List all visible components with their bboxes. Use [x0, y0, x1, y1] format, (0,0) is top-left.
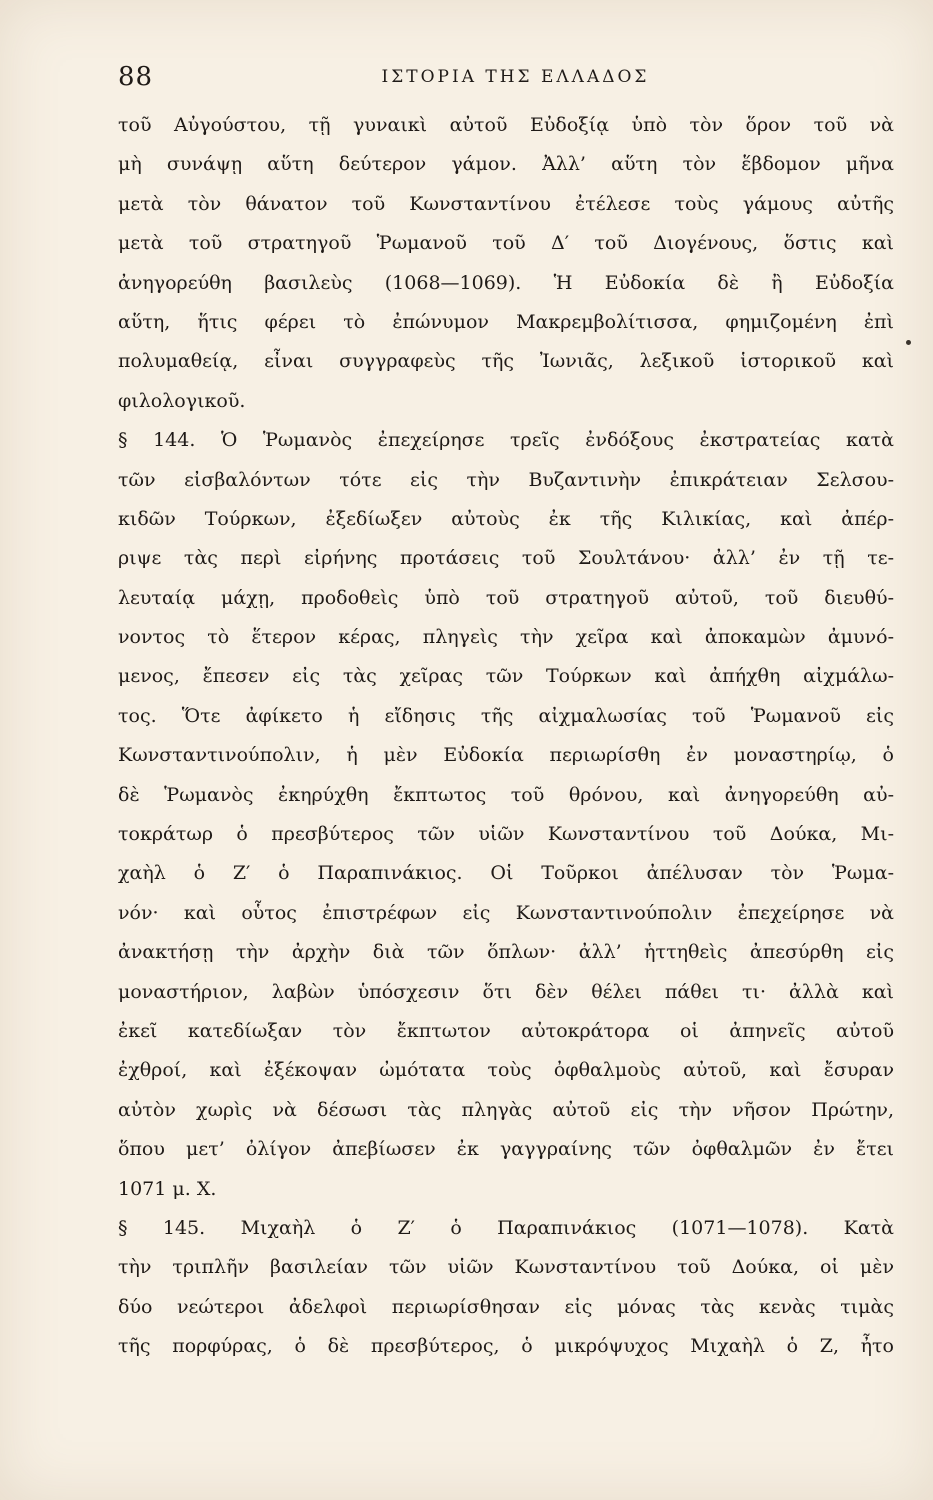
text-line: τῶν εἰσβαλόντων τότε εἰς τὴν Βυζαντινὴν ἐπικράτειαν Σελσου-: [118, 468, 894, 491]
page-number: 88: [118, 62, 154, 92]
body-text: [118, 106, 894, 1367]
text-line: μοναστήριον, λαβὼν ὑπόσχεσιν ὅτι δὲν θέλει πάθει τι· ἀλλὰ καὶ: [118, 980, 894, 1003]
page-header: [118, 58, 873, 98]
text-line: δὲ Ῥωμανὸς ἐκηρύχθη ἔκπτωτος τοῦ θρόνου, καὶ ἀνηγορεύθη αὐ-: [118, 783, 894, 806]
text-line: πολυμαθείᾳ, εἶναι συγγραφεὺς τῆς Ἰωνιᾶς, λεξικοῦ ἱστορικοῦ καὶ: [118, 350, 894, 373]
section-144-start: § 144. Ὁ Ῥωμανὸς ἐπεχείρησε τρεῖς ἐνδόξους ἐκστρατείας κατὰ: [118, 429, 894, 452]
text-line: λευταίᾳ μάχῃ, προδοθεὶς ὑπὸ τοῦ στρατηγοῦ αὐτοῦ, τοῦ διευθύ-: [118, 586, 894, 609]
text-line: ἀνηγορεύθη βασιλεὺς (1068—1069). Ἡ Εὐδοκία δὲ ἢ Εὐδοξία: [118, 271, 894, 294]
text-line: ἐκεῖ κατεδίωξαν τὸν ἔκπτωτον αὐτοκράτορα οἱ ἀπηνεῖς αὐτοῦ: [118, 1019, 894, 1042]
text-line: τος. Ὅτε ἀφίκετο ἡ εἴδησις τῆς αἰχμαλωσίας τοῦ Ῥωμανοῦ εἰς: [118, 704, 894, 727]
text-line: νοντος τὸ ἕτερον κέρας, πληγεὶς τὴν χεῖρα καὶ ἀποκαμὼν ἀμυνό-: [118, 626, 894, 649]
text-line: τὴν τριπλῆν βασιλείαν τῶν υἱῶν Κωνσταντίνου τοῦ Δούκα, οἱ μὲν: [118, 1256, 894, 1279]
section-145-start: § 145. Μιχαὴλ ὁ Ζ′ ὁ Παραπινάκιος (1071—1078). Κατὰ: [118, 1216, 894, 1239]
text-line: κιδῶν Τούρκων, ἐξεδίωξεν αὐτοὺς ἐκ τῆς Κιλικίας, καὶ ἀπέρ-: [118, 507, 894, 530]
text-line: ἐχθροί, καὶ ἐξέκοψαν ὠμότατα τοὺς ὀφθαλμοὺς αὐτοῦ, καὶ ἔσυραν: [118, 1059, 894, 1082]
text-line: αὕτη, ἥτις φέρει τὸ ἐπώνυμον Μακρεμβολίτισσα, φημιζομένη ἐπὶ: [118, 310, 894, 333]
text-line: μετὰ τὸν θάνατον τοῦ Κωνσταντίνου ἐτέλεσε τοὺς γάμους αὐτῆς: [118, 192, 894, 215]
text-line: ὅπου μετ’ ὀλίγον ἀπεβίωσεν ἐκ γαγγραίνης τῶν ὀφθαλμῶν ἐν ἔτει: [118, 1138, 894, 1161]
text-line: Κωνσταντινούπολιν, ἡ μὲν Εὐδοκία περιωρίσθη ἐν μοναστηρίῳ, ὁ: [118, 744, 894, 767]
text-line: μὴ συνάψῃ αὕτη δεύτερον γάμον. Ἀλλ’ αὕτη τὸν ἕβδομον μῆνα: [118, 153, 894, 176]
text-line: ἀνακτήσῃ τὴν ἀρχὴν διὰ τῶν ὅπλων· ἀλλ’ ἡττηθεὶς ἀπεσύρθη εἰς: [118, 941, 894, 964]
text-line: αὐτὸν χωρὶς νὰ δέσωσι τὰς πληγὰς αὐτοῦ εἰς τὴν νῆσον Πρώτην,: [118, 1098, 894, 1121]
text-line: μενος, ἔπεσεν εἰς τὰς χεῖρας τῶν Τούρκων καὶ ἀπήχθη αἰχμάλω-: [118, 665, 894, 688]
text-line: φιλολογικοῦ.: [118, 389, 246, 412]
text-line: ριψε τὰς περὶ εἰρήνης προτάσεις τοῦ Σουλτάνου· ἀλλ’ ἐν τῇ τε-: [118, 547, 894, 570]
margin-dot: [906, 340, 911, 345]
text-line: τοκράτωρ ὁ πρεσβύτερος τῶν υἱῶν Κωνσταντίνου τοῦ Δούκα, Μι-: [118, 823, 894, 846]
running-title: ΙΣΤΟΡΙΑ ΤΗΣ ΕΛΛΑΔΟΣ: [381, 67, 650, 87]
text-line: τοῦ Αὐγούστου, τῇ γυναικὶ αὐτοῦ Εὐδοξίᾳ ὑπὸ τὸν ὅρον τοῦ νὰ: [118, 114, 894, 136]
text-line: 1071 μ. Χ.: [118, 1177, 217, 1200]
text-line: χαὴλ ὁ Ζ′ ὁ Παραπινάκιος. Οἱ Τοῦρκοι ἀπέλυσαν τὸν Ῥωμα-: [118, 862, 894, 885]
text-line: νόν· καὶ οὗτος ἐπιστρέφων εἰς Κωνσταντινούπολιν ἐπεχείρησε νὰ: [118, 901, 894, 924]
text-line: τῆς πορφύρας, ὁ δὲ πρεσβύτερος, ὁ μικρόψυχος Μιχαὴλ ὁ Ζ, ἦτο: [118, 1335, 894, 1358]
text-line: μετὰ τοῦ στρατηγοῦ Ῥωμανοῦ τοῦ Δ′ τοῦ Διογένους, ὅστις καὶ: [118, 232, 894, 255]
text-line: δύο νεώτεροι ἀδελφοὶ περιωρίσθησαν εἰς μόνας τὰς κενὰς τιμὰς: [118, 1295, 894, 1318]
